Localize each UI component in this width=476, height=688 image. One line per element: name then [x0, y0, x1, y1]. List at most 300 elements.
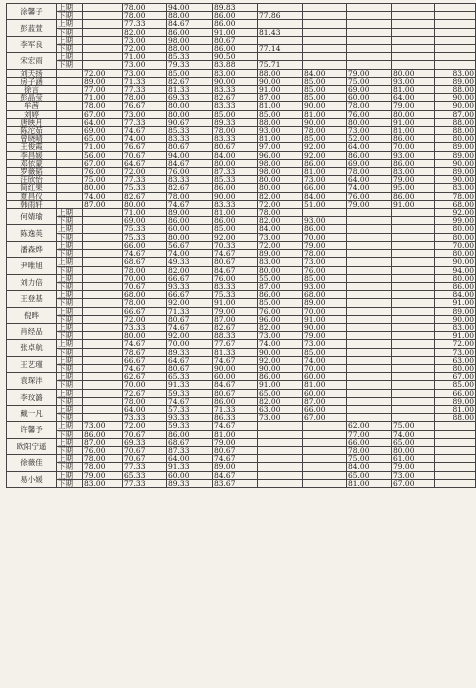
term-label: 下期 — [57, 282, 83, 290]
score-cell — [392, 373, 435, 381]
table-row — [7, 307, 476, 315]
student-name: 王登基 — [7, 291, 57, 307]
score-cell — [435, 430, 476, 438]
score-cell: 93.00 — [303, 282, 347, 290]
score-cell — [303, 463, 347, 471]
score-cell: 73.00 — [435, 348, 476, 356]
score-cell — [83, 28, 123, 36]
term-label — [57, 118, 83, 126]
score-cell: 90.00 — [258, 77, 303, 85]
term-label: 上期 — [57, 373, 83, 381]
score-cell: 81.43 — [258, 28, 303, 36]
score-cell: 80.00 — [167, 102, 213, 110]
score-cell: 70.00 — [123, 381, 167, 389]
student-name: 陈逸英 — [7, 225, 57, 241]
score-cell: 69.00 — [347, 86, 392, 94]
score-cell: 74.67 — [123, 340, 167, 348]
score-cell — [392, 12, 435, 20]
student-name: 刘婷 — [7, 110, 57, 118]
score-cell: 92.00 — [303, 151, 347, 159]
term-label: 下期 — [57, 430, 83, 438]
score-cell: 83.33 — [213, 282, 258, 290]
score-cell: 89.00 — [258, 250, 303, 258]
score-cell: 77.33 — [123, 86, 167, 94]
score-cell: 67.00 — [83, 110, 123, 118]
score-cell: 74.67 — [167, 397, 213, 405]
score-cell: 62.67 — [123, 373, 167, 381]
student-name: 倪晔 — [7, 307, 57, 323]
term-label: 上期 — [57, 36, 83, 44]
score-cell — [435, 463, 476, 471]
score-cell: 76.67 — [123, 102, 167, 110]
score-cell — [347, 28, 392, 36]
score-cell — [303, 61, 347, 69]
score-cell: 74.67 — [167, 200, 213, 208]
student-name: 张卓航 — [7, 340, 57, 356]
score-cell — [83, 348, 123, 356]
score-cell: 86.00 — [258, 291, 303, 299]
score-cell: 80.67 — [213, 446, 258, 454]
score-cell — [392, 364, 435, 372]
score-cell: 91.00 — [392, 200, 435, 208]
score-cell: 86.00 — [303, 159, 347, 167]
score-cell: 79.00 — [213, 438, 258, 446]
score-cell — [392, 45, 435, 53]
score-cell: 80.00 — [347, 118, 392, 126]
score-cell: 88.00 — [258, 118, 303, 126]
score-cell: 84.00 — [213, 151, 258, 159]
term-label: 上期 — [57, 438, 83, 446]
score-cell: 88.00 — [167, 12, 213, 20]
student-name: 肖经品 — [7, 323, 57, 339]
score-cell — [83, 364, 123, 372]
score-cell — [303, 28, 347, 36]
score-cell — [83, 250, 123, 258]
score-cell: 68.00 — [123, 291, 167, 299]
score-cell: 84.00 — [303, 69, 347, 77]
score-cell: 80.67 — [213, 143, 258, 151]
score-cell: 64.00 — [167, 455, 213, 463]
score-cell: 68.00 — [303, 291, 347, 299]
score-cell: 85.00 — [213, 225, 258, 233]
score-cell: 88.00 — [167, 45, 213, 53]
score-cell: 77.00 — [83, 86, 123, 94]
score-cell: 76.00 — [347, 110, 392, 118]
score-cell: 80.00 — [435, 233, 476, 241]
score-cell — [347, 389, 392, 397]
score-cell: 78.00 — [303, 250, 347, 258]
score-cell: 56.67 — [167, 241, 213, 249]
student-name: 李昌媛 — [7, 151, 57, 159]
student-name: 汪欣怡 — [7, 176, 57, 184]
score-cell — [83, 340, 123, 348]
score-cell: 89.00 — [435, 151, 476, 159]
score-cell — [303, 12, 347, 20]
score-cell — [83, 233, 123, 241]
score-cell: 93.33 — [167, 414, 213, 422]
score-cell — [303, 446, 347, 454]
score-cell: 81.00 — [435, 405, 476, 413]
score-cell: 91.00 — [303, 315, 347, 323]
table-row — [7, 381, 476, 389]
score-cell: 99.00 — [435, 217, 476, 225]
score-cell: 91.33 — [167, 463, 213, 471]
score-cell: 86.00 — [213, 217, 258, 225]
score-cell: 83.00 — [258, 258, 303, 266]
score-cell: 85.00 — [258, 299, 303, 307]
score-cell: 74.00 — [392, 430, 435, 438]
score-cell: 80.00 — [392, 446, 435, 454]
score-cell: 70.67 — [123, 430, 167, 438]
table-row — [7, 241, 476, 249]
score-cell — [83, 266, 123, 274]
score-cell: 89.00 — [83, 77, 123, 85]
table-row — [7, 340, 476, 348]
score-cell: 88.00 — [435, 86, 476, 94]
score-cell: 78.00 — [347, 102, 392, 110]
score-cell: 66.00 — [123, 241, 167, 249]
term-label: 上期 — [57, 274, 83, 282]
score-cell: 77.33 — [123, 118, 167, 126]
score-cell: 60.00 — [303, 373, 347, 381]
score-cell — [347, 209, 392, 217]
score-cell: 78.00 — [167, 192, 213, 200]
score-cell: 83.00 — [435, 323, 476, 331]
score-cell: 65.00 — [83, 135, 123, 143]
score-cell: 66.67 — [123, 356, 167, 364]
score-cell: 77.67 — [213, 340, 258, 348]
score-cell: 80.00 — [123, 200, 167, 208]
student-name: 徐薇佳 — [7, 455, 57, 471]
score-cell: 91.00 — [435, 299, 476, 307]
term-label: 下期 — [57, 250, 83, 258]
score-cell: 72.00 — [123, 168, 167, 176]
term-label: 下期 — [57, 12, 83, 20]
score-cell: 79.00 — [392, 463, 435, 471]
student-name: 潘森烨 — [7, 241, 57, 257]
score-cell: 73.33 — [123, 414, 167, 422]
score-cell: 73.00 — [123, 61, 167, 69]
score-cell — [303, 430, 347, 438]
term-label: 上期 — [57, 422, 83, 430]
score-cell: 66.00 — [435, 389, 476, 397]
score-cell — [83, 332, 123, 340]
score-cell: 66.00 — [347, 438, 392, 446]
table-row — [7, 266, 476, 274]
score-cell: 75.00 — [347, 77, 392, 85]
score-cell — [392, 53, 435, 61]
score-cell: 71.00 — [123, 209, 167, 217]
student-name: 戴一凡 — [7, 405, 57, 421]
score-cell: 66.67 — [167, 274, 213, 282]
score-cell: 73.00 — [258, 414, 303, 422]
score-cell: 78.00 — [83, 455, 123, 463]
score-cell: 83.00 — [435, 184, 476, 192]
score-cell: 88.33 — [213, 332, 258, 340]
student-name: 曾晓晴 — [7, 135, 57, 143]
score-cell: 80.00 — [258, 266, 303, 274]
score-cell — [347, 291, 392, 299]
score-cell — [303, 471, 347, 479]
score-cell: 82.67 — [213, 323, 258, 331]
term-label: 上期 — [57, 291, 83, 299]
table-row — [7, 20, 476, 28]
score-cell: 66.67 — [123, 307, 167, 315]
student-name: 欧阳宁遥 — [7, 438, 57, 454]
term-label: 上期 — [57, 405, 83, 413]
table-row — [7, 45, 476, 53]
score-cell: 90.67 — [167, 118, 213, 126]
score-cell — [83, 274, 123, 282]
score-cell: 64.00 — [347, 143, 392, 151]
score-cell: 64.67 — [167, 356, 213, 364]
score-cell — [347, 274, 392, 282]
table-row — [7, 332, 476, 340]
score-cell: 98.00 — [258, 168, 303, 176]
term-label: 上期 — [57, 53, 83, 61]
score-cell: 75.71 — [258, 61, 303, 69]
score-cell: 82.00 — [258, 192, 303, 200]
score-cell: 80.00 — [213, 159, 258, 167]
score-cell — [392, 250, 435, 258]
student-name: 王俊霞 — [7, 143, 57, 151]
score-cell — [392, 28, 435, 36]
score-cell — [435, 61, 476, 69]
score-cell: 80.67 — [167, 364, 213, 372]
score-cell: 78.00 — [83, 463, 123, 471]
score-cell: 72.00 — [258, 241, 303, 249]
score-cell: 90.00 — [303, 118, 347, 126]
score-cell: 77.86 — [258, 12, 303, 20]
score-cell: 94.00 — [167, 151, 213, 159]
score-cell: 82.00 — [258, 323, 303, 331]
score-cell — [392, 61, 435, 69]
score-cell: 91.00 — [392, 118, 435, 126]
score-cell — [392, 340, 435, 348]
score-sheet — [6, 3, 474, 682]
score-cell: 75.00 — [83, 176, 123, 184]
score-cell: 80.00 — [392, 69, 435, 77]
student-name: 涂馨子 — [7, 4, 57, 20]
score-cell — [83, 53, 123, 61]
score-cell: 78.00 — [123, 299, 167, 307]
term-label — [57, 184, 83, 192]
score-cell: 80.00 — [258, 184, 303, 192]
score-cell — [392, 225, 435, 233]
score-cell: 96.00 — [258, 315, 303, 323]
score-cell: 65.00 — [347, 471, 392, 479]
table-row — [7, 479, 476, 487]
score-cell: 76.00 — [83, 446, 123, 454]
score-cell: 80.00 — [435, 274, 476, 282]
student-name: 牟茜 — [7, 102, 57, 110]
score-cell: 63.00 — [435, 356, 476, 364]
score-cell: 79.00 — [83, 471, 123, 479]
score-cell: 88.00 — [435, 127, 476, 135]
score-cell: 90.50 — [213, 53, 258, 61]
score-cell: 83.00 — [83, 479, 123, 487]
score-cell: 67.00 — [83, 159, 123, 167]
score-cell: 80.67 — [167, 143, 213, 151]
term-label: 上期 — [57, 20, 83, 28]
score-cell: 93.00 — [392, 77, 435, 85]
term-label — [57, 110, 83, 118]
score-cell: 82.67 — [167, 184, 213, 192]
score-cell: 78.67 — [123, 348, 167, 356]
term-label — [57, 143, 83, 151]
term-label — [57, 102, 83, 110]
table-row — [7, 209, 476, 217]
score-cell — [347, 61, 392, 69]
score-cell — [347, 266, 392, 274]
score-cell: 75.00 — [392, 422, 435, 430]
score-cell — [83, 61, 123, 69]
term-label: 上期 — [57, 323, 83, 331]
score-cell: 72.00 — [123, 315, 167, 323]
score-cell: 72.00 — [123, 422, 167, 430]
score-cell: 81.00 — [258, 102, 303, 110]
score-cell: 65.33 — [123, 471, 167, 479]
score-cell: 71.00 — [83, 94, 123, 102]
score-cell — [347, 364, 392, 372]
score-cell — [258, 471, 303, 479]
score-cell: 94.00 — [435, 266, 476, 274]
score-cell: 92.00 — [435, 209, 476, 217]
score-cell: 78.00 — [347, 446, 392, 454]
term-label — [57, 69, 83, 77]
score-cell: 80.00 — [392, 110, 435, 118]
score-cell: 91.00 — [258, 86, 303, 94]
score-cell: 74.00 — [258, 340, 303, 348]
score-cell: 78.00 — [123, 12, 167, 20]
table-row — [7, 291, 476, 299]
score-cell: 77.33 — [123, 20, 167, 28]
score-cell: 78.00 — [347, 168, 392, 176]
score-cell — [258, 422, 303, 430]
score-cell: 75.33 — [213, 291, 258, 299]
table-row — [7, 356, 476, 364]
score-cell: 90.00 — [435, 94, 476, 102]
score-cell: 70.67 — [123, 455, 167, 463]
score-cell: 76.00 — [167, 168, 213, 176]
term-label: 上期 — [57, 389, 83, 397]
score-cell: 70.00 — [392, 143, 435, 151]
student-name: 袁琛沣 — [7, 373, 57, 389]
score-cell — [392, 356, 435, 364]
score-cell: 80.67 — [167, 315, 213, 323]
score-cell — [435, 422, 476, 430]
score-cell: 69.33 — [123, 438, 167, 446]
score-cell: 86.00 — [347, 151, 392, 159]
score-cell: 85.00 — [435, 381, 476, 389]
score-cell — [392, 299, 435, 307]
score-cell — [347, 332, 392, 340]
score-cell — [83, 381, 123, 389]
term-label — [57, 176, 83, 184]
score-cell: 79.00 — [392, 102, 435, 110]
score-cell: 82.67 — [167, 77, 213, 85]
score-cell: 85.00 — [303, 135, 347, 143]
score-cell: 86.33 — [213, 414, 258, 422]
score-cell: 93.00 — [303, 217, 347, 225]
score-cell: 82.67 — [123, 192, 167, 200]
score-cell: 71.00 — [123, 53, 167, 61]
score-cell: 68.67 — [123, 258, 167, 266]
score-cell: 81.00 — [258, 135, 303, 143]
score-cell: 92.00 — [303, 143, 347, 151]
term-label: 下期 — [57, 348, 83, 356]
score-cell — [347, 397, 392, 405]
score-cell: 69.00 — [347, 159, 392, 167]
score-cell: 86.00 — [167, 28, 213, 36]
score-cell: 86.00 — [213, 397, 258, 405]
score-cell: 85.00 — [303, 348, 347, 356]
score-cell: 87.00 — [83, 438, 123, 446]
score-cell: 57.33 — [167, 405, 213, 413]
score-cell — [347, 12, 392, 20]
table-row — [7, 258, 476, 266]
term-label — [57, 135, 83, 143]
score-cell: 70.00 — [303, 307, 347, 315]
score-cell: 74.67 — [213, 356, 258, 364]
score-cell: 85.33 — [167, 127, 213, 135]
score-cell — [392, 323, 435, 331]
score-cell: 63.00 — [258, 405, 303, 413]
score-cell — [392, 381, 435, 389]
term-label: 下期 — [57, 414, 83, 422]
score-cell — [303, 422, 347, 430]
score-cell: 73.00 — [258, 332, 303, 340]
score-cell — [347, 405, 392, 413]
term-label: 上期 — [57, 209, 83, 217]
score-cell: 52.00 — [347, 135, 392, 143]
score-cell: 77.33 — [123, 176, 167, 184]
score-cell: 78.00 — [123, 94, 167, 102]
score-cell: 83.88 — [213, 61, 258, 69]
score-cell: 83.00 — [435, 69, 476, 77]
score-cell: 85.00 — [258, 110, 303, 118]
score-cell: 61.00 — [392, 455, 435, 463]
score-cell: 75.00 — [347, 455, 392, 463]
table-row — [7, 61, 476, 69]
score-cell: 65.00 — [392, 438, 435, 446]
score-cell: 78.00 — [435, 192, 476, 200]
score-cell: 86.00 — [392, 192, 435, 200]
term-label: 下期 — [57, 45, 83, 53]
score-cell — [392, 217, 435, 225]
table-row — [7, 250, 476, 258]
table-row — [7, 397, 476, 405]
score-cell: 55.00 — [258, 274, 303, 282]
score-cell — [258, 20, 303, 28]
term-label — [57, 168, 83, 176]
term-label: 下期 — [57, 266, 83, 274]
score-cell — [347, 258, 392, 266]
score-cell: 86.00 — [83, 430, 123, 438]
score-cell: 78.00 — [123, 4, 167, 12]
term-label: 下期 — [57, 446, 83, 454]
score-cell: 87.00 — [213, 315, 258, 323]
score-cell: 91.00 — [213, 28, 258, 36]
score-cell: 71.33 — [213, 405, 258, 413]
score-cell — [347, 356, 392, 364]
score-cell — [347, 307, 392, 315]
score-cell: 84.00 — [435, 291, 476, 299]
score-cell: 81.33 — [167, 86, 213, 94]
score-cell: 66.00 — [303, 184, 347, 192]
term-label — [57, 86, 83, 94]
score-cell — [347, 241, 392, 249]
